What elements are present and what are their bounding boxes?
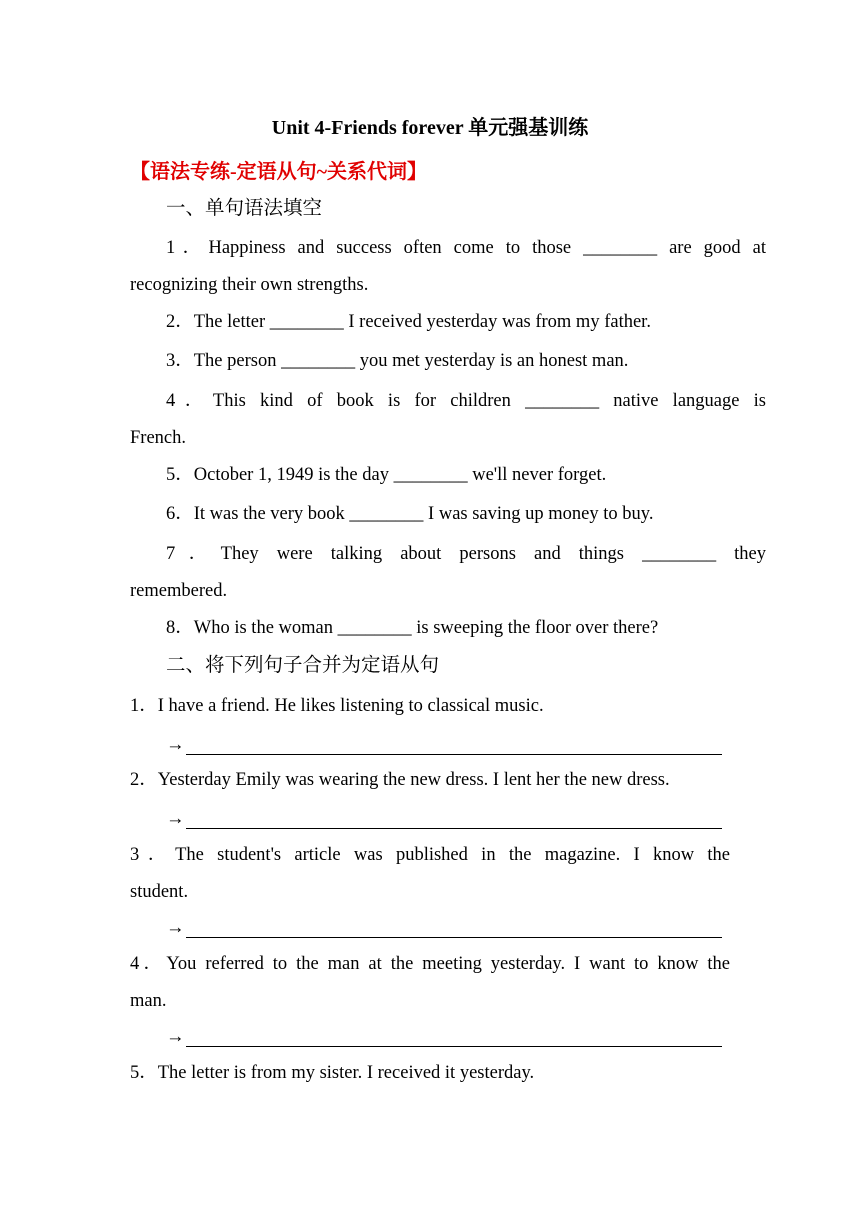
part1-item-7-line1: 7．They were talking about persons and things ________ they bbox=[166, 544, 766, 564]
part1-item-2: 2．The letter ________ I received yesterday was from my father. bbox=[166, 312, 651, 332]
section-heading: 【语法专练-定语从句~关系代词】 bbox=[130, 161, 428, 183]
part1-item-4-line2: French. bbox=[130, 428, 186, 448]
part1-item-4-line1: 4．This kind of book is for children ________ native language is bbox=[166, 391, 766, 411]
part1-item-1-line1: 1．Happiness and success often come to those ________ are good at bbox=[166, 238, 766, 258]
part1-item-3: 3．The person ________ you met yesterday is an honest man. bbox=[166, 351, 629, 371]
part2-item-3-line2: student. bbox=[130, 882, 189, 902]
part2-heading: 二、将下列句子合并为定语从句 bbox=[166, 655, 440, 676]
answer-underline bbox=[186, 754, 722, 755]
part2-item-4-line1: 4．You referred to the man at the meeting yesterday. I want to know the bbox=[130, 954, 730, 974]
arrow-icon: → bbox=[166, 809, 185, 829]
answer-underline bbox=[186, 828, 722, 829]
answer-line-1[interactable] bbox=[166, 731, 722, 759]
part1-item-1-line2: recognizing their own strengths. bbox=[130, 275, 369, 295]
part2-item-4-line2: man. bbox=[130, 991, 167, 1011]
part2-item-1: 1．I have a friend. He likes listening to classical music. bbox=[130, 696, 544, 716]
answer-line-4[interactable] bbox=[166, 1023, 722, 1051]
part2-item-2: 2．Yesterday Emily was wearing the new dress. I lent her the new dress. bbox=[130, 770, 670, 790]
answer-line-2[interactable] bbox=[166, 805, 722, 833]
part1-item-6: 6．It was the very book ________ I was saving up money to buy. bbox=[166, 504, 654, 524]
part1-item-7-line2: remembered. bbox=[130, 581, 228, 601]
answer-underline bbox=[186, 937, 722, 938]
part1-heading: 一、单句语法填空 bbox=[166, 198, 323, 219]
document-title: Unit 4-Friends forever 单元强基训练 bbox=[271, 117, 589, 139]
part2-item-5: 5．The letter is from my sister. I received it yesterday. bbox=[130, 1063, 535, 1083]
part1-item-5: 5．October 1, 1949 is the day ________ we'll never forget. bbox=[166, 465, 607, 485]
part2-item-3-line1: 3．The student's article was published in the magazine. I know the bbox=[130, 845, 730, 865]
arrow-icon: → bbox=[166, 735, 185, 755]
arrow-icon: → bbox=[166, 1027, 185, 1047]
arrow-icon: → bbox=[166, 918, 185, 938]
part1-item-8: 8．Who is the woman ________ is sweeping the floor over there? bbox=[166, 618, 659, 638]
answer-line-3[interactable] bbox=[166, 914, 722, 942]
answer-underline bbox=[186, 1046, 722, 1047]
